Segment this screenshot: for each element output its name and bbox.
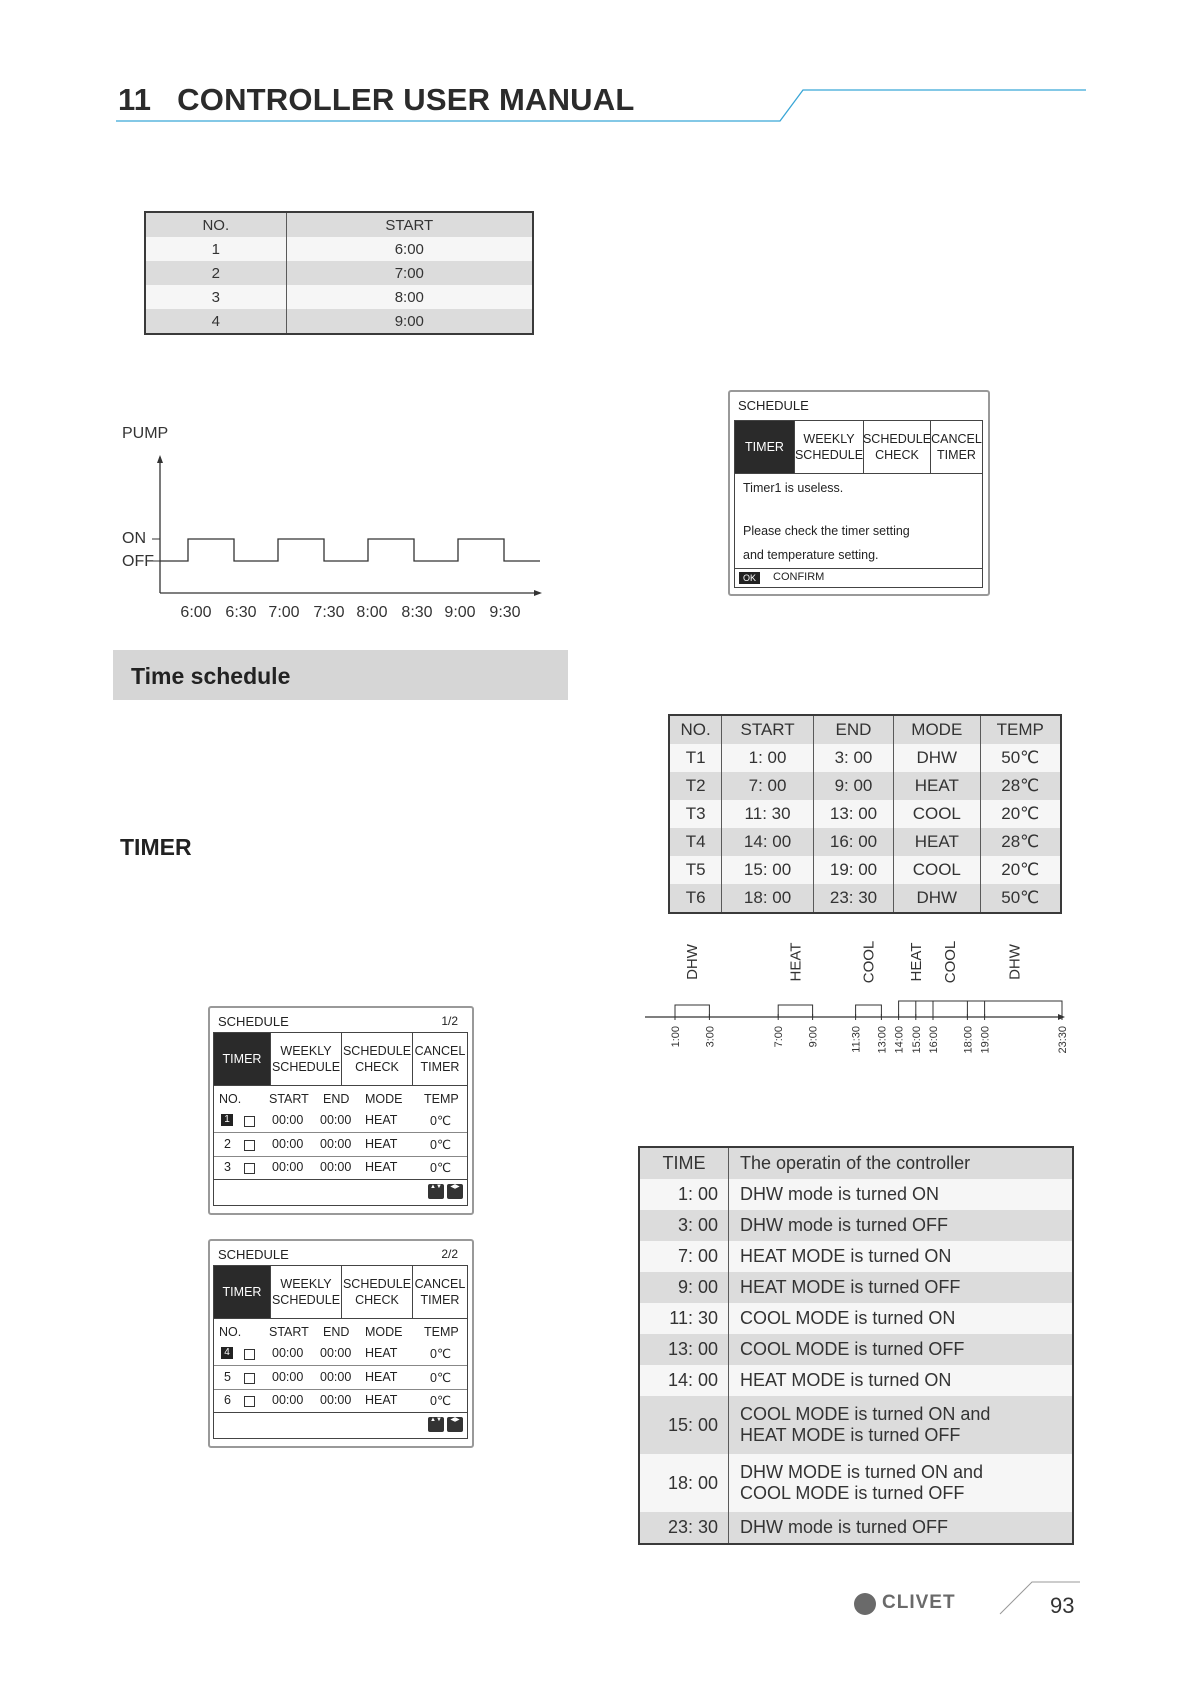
table-cell: T4 [685,832,706,851]
schedule-row[interactable] [214,1110,467,1133]
start-table-header-start: START [286,212,533,237]
row-end[interactable]: 00:00 [320,1137,352,1151]
row-temp[interactable]: 0℃ [430,1347,451,1361]
ok-key[interactable]: OK [739,572,760,584]
row-checkbox[interactable] [244,1349,255,1360]
pump-tick-labels [180,604,520,621]
row-start[interactable]: 00:00 [272,1346,304,1360]
table-cell: COOL [894,856,980,884]
brand-name: CLIVET [882,1592,956,1613]
column-header: NO. [219,1092,242,1106]
cell-no: 4 [211,312,220,330]
table-cell: 28℃ [980,828,1061,856]
table-cell: T1 [685,748,706,767]
mode-timeline [640,935,1070,1060]
tab-cancel-timer[interactable]: CANCEL TIMER [412,1266,467,1318]
page-number: 93 [1050,1593,1075,1618]
row-number: 1 [221,1114,233,1126]
chapter-number: 11 [118,82,152,117]
row-end[interactable]: 00:00 [320,1160,352,1174]
header-cell: MODE [894,715,980,744]
table-cell: HEAT [894,828,980,856]
timeline-tick-label: 14:00 [893,1026,906,1054]
row-checkbox[interactable] [244,1163,255,1174]
table-cell: 28℃ [980,772,1061,800]
on-label: ON [122,530,146,547]
logo-mark-icon [854,1593,876,1615]
row-end[interactable]: 00:00 [320,1113,352,1127]
table-row [669,772,1061,800]
row-mode[interactable]: HEAT [365,1137,398,1151]
row-temp[interactable]: 0℃ [430,1394,451,1408]
tab-schedule-check[interactable]: SCHEDULE CHECK [341,1033,412,1085]
table-cell: 50℃ [980,744,1061,772]
row-end[interactable]: 00:00 [320,1393,352,1407]
section-title-time-schedule: Time schedule [131,663,291,689]
pump-tick-label: 8:30 [401,604,433,621]
row-mode[interactable]: HEAT [365,1370,398,1384]
header-cell: END [813,715,893,744]
message-line-1: Timer1 is useless. [743,481,844,495]
column-header: NO. [219,1325,242,1339]
header-rule [0,0,1191,130]
time-cell: 23: 30 [667,1517,718,1537]
table-row [669,744,1061,772]
row-checkbox[interactable] [244,1373,255,1384]
table-row [639,1365,1073,1396]
table-cell: 16: 00 [813,828,893,856]
column-header: MODE [365,1092,403,1106]
schedule-screen-page-2 [208,1239,474,1448]
schedule-row[interactable] [214,1367,467,1390]
operation-cell: HEAT MODE is turned ON [729,1241,1074,1272]
tab-bar [214,1266,467,1319]
table-row [669,856,1061,884]
message-line-3: and temperature setting. [743,548,879,562]
timeline-tick-label: 11:30 [850,1026,863,1053]
row-end[interactable]: 00:00 [320,1346,352,1360]
timeline-tick-label: 23:30 [1057,1026,1069,1054]
row-start[interactable]: 00:00 [272,1370,304,1384]
timeline-mode-label: DHW [1006,944,1024,980]
column-header: TEMP [424,1325,459,1339]
table-cell: 50℃ [980,884,1061,913]
pump-tick-label: 6:00 [180,604,212,621]
table-cell: 23: 30 [813,884,893,913]
cell-start: 8:00 [286,285,533,309]
schedule-row[interactable] [214,1390,467,1413]
schedule-screen-page-1 [208,1006,474,1215]
section-title-timer: TIMER [120,834,192,860]
schedule-row[interactable] [214,1343,467,1366]
row-temp[interactable]: 0℃ [430,1371,451,1385]
timeline-mode-label: COOL [860,940,878,984]
table-cell: 15: 00 [722,856,814,884]
row-checkbox[interactable] [244,1396,255,1407]
time-cell: 3: 00 [677,1215,718,1235]
row-start[interactable]: 00:00 [272,1137,304,1151]
operation-cell: COOL MODE is turned ON and HEAT MODE is turned OFF [729,1396,1074,1454]
row-temp[interactable]: 0℃ [430,1138,451,1152]
screen-body [213,1265,468,1439]
start-table-header-no: NO. [202,216,230,234]
cell-start: 6:00 [286,237,533,261]
time-cell: 15: 00 [667,1414,718,1435]
section-bar-time-schedule [113,650,568,700]
mode-span [916,1001,985,1017]
mode-span [967,1001,1062,1017]
table-row [639,1396,1073,1454]
operation-cell: DHW mode is turned ON [729,1179,1074,1210]
screen-title: SCHEDULE [218,1014,289,1029]
row-mode[interactable]: HEAT [365,1160,398,1174]
table-row [639,1454,1073,1512]
table-row [639,1272,1073,1303]
screen-page-indicator: 2/2 [441,1247,458,1261]
cell-start: 7:00 [286,261,533,285]
operation-cell: HEAT MODE is turned OFF [729,1272,1074,1303]
table-row [639,1241,1073,1272]
table-cell: T5 [685,860,706,879]
confirm-bar [735,568,982,587]
time-cell: 7: 00 [677,1246,718,1266]
confirm-label: CONFIRM [773,571,825,583]
table-cell: HEAT [894,772,980,800]
timeline-tick-label: 1:00 [670,1026,682,1048]
operation-table [638,1146,1074,1545]
column-header: START [269,1092,309,1106]
operation-cell: HEAT MODE is turned ON [729,1365,1074,1396]
mode-span [778,1005,812,1017]
pump-tick-label: 8:00 [356,604,388,621]
table-row [669,884,1061,913]
cell-start: 9:00 [286,309,533,334]
start-time-table [144,211,534,335]
screen-title: SCHEDULE [738,398,809,413]
column-headers [214,1089,467,1111]
pump-tick-label: 6:30 [225,604,257,621]
row-start[interactable]: 00:00 [272,1160,304,1174]
table-cell: 3: 00 [813,744,893,772]
header-cell: TEMP [980,715,1061,744]
time-cell: 13: 00 [667,1339,718,1359]
cell-no: 1 [211,240,220,258]
row-start[interactable]: 00:00 [272,1393,304,1407]
timeline-mode-label: DHW [684,944,702,980]
table-row [145,285,533,309]
row-number: 6 [224,1393,231,1407]
operation-cell: COOL MODE is turned OFF [729,1334,1074,1365]
table-cell: DHW [894,744,980,772]
column-headers [214,1322,467,1344]
row-temp[interactable]: 0℃ [430,1161,451,1175]
row-number: 2 [224,1137,231,1151]
tab-bar [214,1033,467,1086]
chapter-name: CONTROLLER USER MANUAL [177,82,635,117]
schedule-row[interactable] [214,1134,467,1157]
time-cell: 11: 30 [669,1308,718,1328]
time-cell: 1: 00 [677,1184,718,1204]
table-row [639,1179,1073,1210]
table-cell: 20℃ [980,800,1061,828]
screen-title: SCHEDULE [218,1247,289,1262]
tab-weekly-schedule[interactable]: WEEKLY SCHEDULE [270,1266,341,1318]
left-right-icon[interactable]: ◀▶ [447,1184,463,1199]
table-cell: T6 [685,888,706,907]
row-checkbox[interactable] [244,1116,255,1127]
timeline-mode-label: COOL [942,940,960,984]
tab-schedule-check[interactable]: SCHEDULE CHECK [341,1266,412,1318]
column-header: END [323,1092,350,1106]
mode-span [856,1005,882,1017]
table-cell: T2 [685,776,706,795]
timeline-tick-label: 13:00 [876,1026,889,1054]
row-mode[interactable]: HEAT [365,1393,398,1407]
table-cell: 1: 00 [722,744,814,772]
table-row [639,1512,1073,1544]
operation-cell: DHW MODE is turned ON and COOL MODE is turned OFF [729,1454,1074,1512]
row-number: 5 [224,1370,231,1384]
table-row [145,261,533,285]
timer-table [668,714,1062,914]
row-number: 4 [221,1347,233,1359]
timeline-tick-label: 3:00 [704,1026,717,1048]
tab-cancel-timer[interactable]: CANCEL TIMER [412,1033,467,1085]
tab-timer[interactable]: TIMER [735,421,794,473]
screen-body [213,1032,468,1206]
tab-timer[interactable]: TIMER [214,1033,270,1085]
table-cell: 18: 00 [722,884,814,913]
time-cell: 14: 00 [667,1370,718,1390]
pump-tick-label: 9:00 [444,604,476,621]
timeline-tick-label: 7:00 [773,1026,786,1048]
column-header: END [323,1325,350,1339]
column-header: START [269,1325,309,1339]
brand-logo [856,1592,956,1614]
table-cell: 11: 30 [722,800,814,828]
up-down-icon[interactable]: ▲▼ [428,1417,444,1432]
row-mode[interactable]: HEAT [365,1113,398,1127]
tab-timer[interactable]: TIMER [214,1266,270,1318]
header-cell: The operatin of the controller [729,1147,1074,1179]
time-cell: 18: 00 [667,1472,718,1493]
table-cell: DHW [894,884,980,913]
timeline-tick-label: 19:00 [979,1026,992,1054]
table-row [639,1334,1073,1365]
tab-weekly-schedule[interactable]: WEEKLY SCHEDULE [270,1033,341,1085]
left-right-icon[interactable]: ◀▶ [447,1417,463,1432]
table-row [145,309,533,334]
message-screen [728,390,990,596]
table-cell: 20℃ [980,856,1061,884]
operation-cell: DHW mode is turned OFF [729,1210,1074,1241]
row-checkbox[interactable] [244,1140,255,1151]
table-cell: 14: 00 [722,828,814,856]
cell-no: 3 [211,288,220,306]
timeline-mode-label: HEAT [787,942,805,982]
operation-cell: DHW mode is turned OFF [729,1512,1074,1544]
row-number: 3 [224,1160,231,1174]
tab-schedule-check[interactable]: SCHEDULE CHECK [863,421,930,473]
pump-tick-label: 7:30 [313,604,345,621]
pump-axis-label: PUMP [122,425,169,442]
table-cell: 9: 00 [813,772,893,800]
row-start[interactable]: 00:00 [272,1113,304,1127]
row-end[interactable]: 00:00 [320,1370,352,1384]
header-cell: TIME [662,1153,706,1173]
screen-page-indicator: 1/2 [441,1014,458,1028]
table-cell: 19: 00 [813,856,893,884]
table-cell: T3 [685,804,706,823]
up-down-icon[interactable]: ▲▼ [428,1184,444,1199]
table-row [639,1303,1073,1334]
pump-tick-label: 9:30 [489,604,521,621]
schedule-row[interactable] [214,1157,467,1180]
screen-body [734,420,983,588]
timer-table-header [669,715,1061,744]
table-cell: 7: 00 [722,772,814,800]
table-row [669,800,1061,828]
table-row [639,1210,1073,1241]
timeline-tick-label: 18:00 [962,1026,975,1054]
header-cell: NO. [680,720,711,739]
row-temp[interactable]: 0℃ [430,1114,451,1128]
off-label: OFF [122,553,154,570]
pump-signal [160,539,540,561]
column-header: MODE [365,1325,403,1339]
cell-no: 2 [211,264,220,282]
table-cell: 13: 00 [813,800,893,828]
table-cell: COOL [894,800,980,828]
pump-tick-label: 7:00 [268,604,300,621]
timeline-tick-label: 9:00 [807,1026,820,1048]
column-header: TEMP [424,1092,459,1106]
table-row [669,828,1061,856]
timeline-tick-label: 15:00 [910,1026,923,1054]
timeline-mode-label: HEAT [907,942,925,982]
table-row [145,237,533,261]
tab-weekly-schedule[interactable]: WEEKLY SCHEDULE [794,421,863,473]
mode-span [675,1005,709,1017]
operation-cell: COOL MODE is turned ON [729,1303,1074,1334]
operation-table-header [639,1147,1073,1179]
row-mode[interactable]: HEAT [365,1346,398,1360]
header-cell: START [722,715,814,744]
pump-chart [110,415,560,625]
time-cell: 9: 00 [677,1277,718,1297]
tab-bar [735,421,982,474]
message-line-2: Please check the timer setting [743,524,910,538]
timeline-tick-label: 16:00 [928,1026,940,1054]
tab-cancel-timer[interactable]: CANCEL TIMER [930,421,982,473]
